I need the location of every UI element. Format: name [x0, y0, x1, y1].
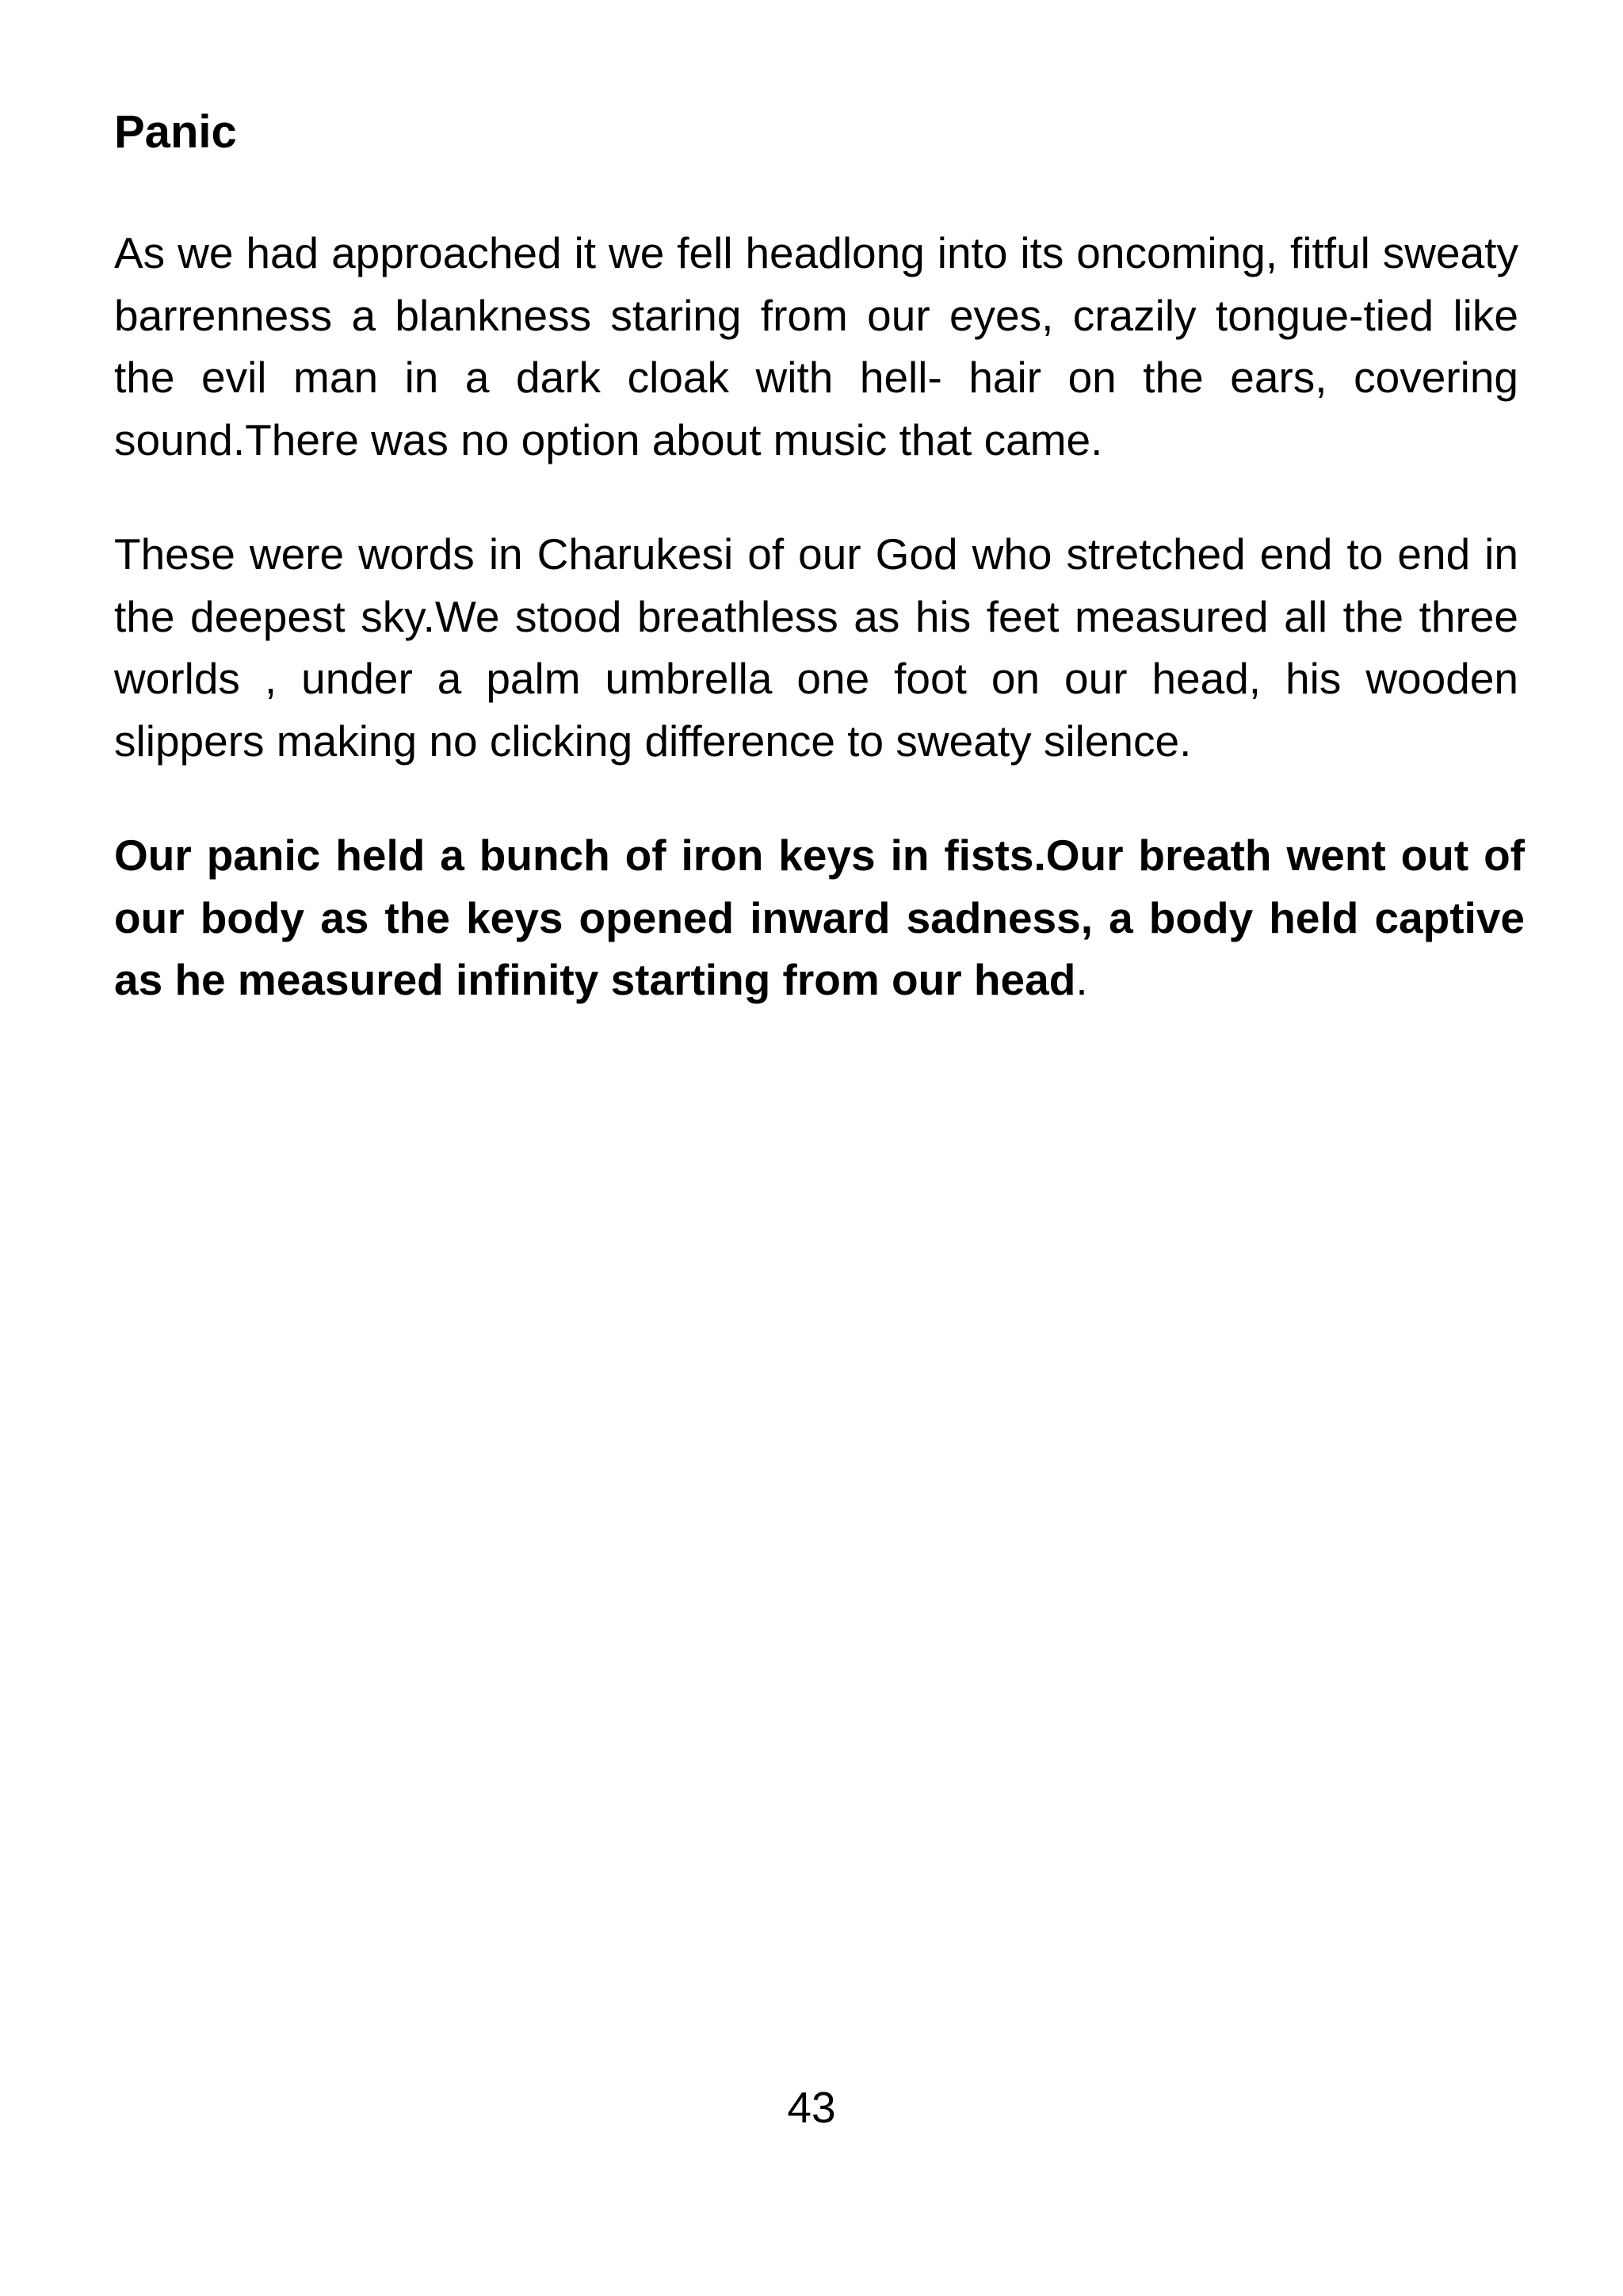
paragraph-3-period: . [1075, 955, 1088, 1004]
page-number: 43 [787, 2083, 836, 2132]
paragraph-1: As we had approached it we fell headlong into its oncoming, fitful sweaty barrenness a blankness staring from our eyes, crazily tongue-tied like the evil man in a dark cloak with hell- hair on the ears, covering sound.There was no option about music that came. [114, 228, 1518, 464]
paragraph-3-bold-text: Our panic held a bunch of iron keys in fists.Our breath went out of our body as the keys opened inward sadness, a body held captive as he measured infinity starting from our head [114, 831, 1525, 1004]
poem-title: Panic [114, 106, 237, 158]
paragraph-3-bold [114, 824, 1525, 1011]
paragraph-2: These were words in Charukesi of our God who stretched end to end in the deepest sky.We stood breathless as his feet measured all the three worlds , under a palm umbrella one foot on our head, his wooden slippers making no clicking difference to sweaty silence. [114, 529, 1518, 766]
